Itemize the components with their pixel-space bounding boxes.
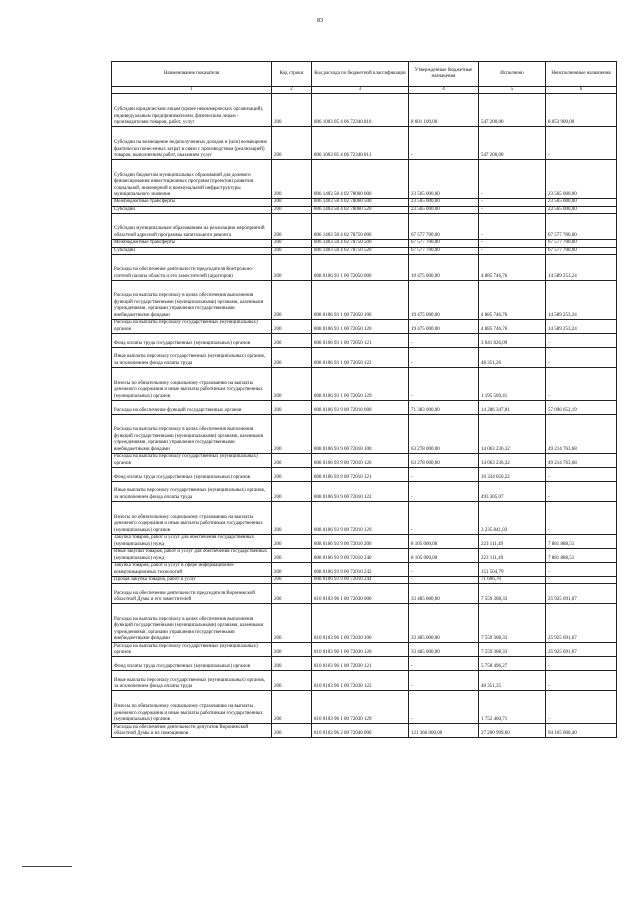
row-executed: 5 758 496,27 bbox=[479, 657, 546, 671]
row-executed: - bbox=[479, 214, 546, 240]
row-remaining: - bbox=[546, 348, 617, 368]
row-line-code: 200 bbox=[272, 415, 312, 454]
row-approved: 19 475 000,00 bbox=[409, 320, 479, 334]
row-line-code: 200 bbox=[272, 563, 312, 577]
table-row bbox=[112, 240, 617, 247]
row-executed: - bbox=[479, 199, 546, 206]
row-budget-code: 808 0106 93 9 00 72010 242 bbox=[312, 563, 409, 577]
row-name: Расходы на обеспечение деятельности депутатов Воронежской областной Думы и их помощников bbox=[112, 724, 272, 738]
table-row bbox=[112, 577, 617, 584]
table-row bbox=[112, 127, 617, 160]
row-name: Расходы на выплаты персоналу в целях обеспечения выполнения функций государственными (муниципальными) органами, казенными учреждениями, органами управления государственными внебюджетными фондами bbox=[112, 415, 272, 454]
table-row bbox=[112, 214, 617, 240]
row-name: Иные выплаты персоналу государственных (муниципальных) органов, за исключением фонда оплаты труда bbox=[112, 671, 272, 691]
row-approved: 8 601 100,00 bbox=[409, 94, 479, 127]
table-row bbox=[112, 502, 617, 535]
row-line-code: 200 bbox=[272, 584, 312, 604]
row-budget-code: 808 0106 93 9 00 72010 100 bbox=[312, 415, 409, 454]
row-approved: 19 475 000,00 bbox=[409, 255, 479, 281]
row-executed: 547 200,00 bbox=[479, 127, 546, 160]
row-executed: 14 063 236,32 bbox=[479, 415, 546, 454]
row-executed: 7 559 308,33 bbox=[479, 604, 546, 643]
row-budget-code: 806 1403 58 4 02 78060 500 bbox=[312, 199, 409, 206]
table-row bbox=[112, 160, 617, 199]
table-row bbox=[112, 206, 617, 213]
row-name: Иные закупки товаров, работ и услуг для обеспечения государственных (муниципальных) нужд bbox=[112, 549, 272, 563]
row-approved: 67 577 700,00 bbox=[409, 247, 479, 254]
row-budget-code: 808 0106 93 1 00 72050 121 bbox=[312, 334, 409, 348]
row-name: Иные выплаты персоналу государственных (муниципальных) органов, за исключением фонда оплаты труда bbox=[112, 348, 272, 368]
row-approved: - bbox=[409, 691, 479, 724]
row-name: Прочая закупка товаров, работ и услуг bbox=[112, 577, 272, 584]
row-remaining: 67 577 700,00 bbox=[546, 247, 617, 254]
row-approved: - bbox=[409, 577, 479, 584]
row-budget-code: 810 0103 96 1 00 72030 000 bbox=[312, 584, 409, 604]
row-remaining: - bbox=[546, 127, 617, 160]
row-budget-code: 806 1403 58 4 02 78060 000 bbox=[312, 160, 409, 199]
row-executed: 71 606,70 bbox=[479, 577, 546, 584]
row-approved: 121 366 000,00 bbox=[409, 724, 479, 738]
row-approved: 23 565 000,00 bbox=[409, 160, 479, 199]
row-name: Расходы на обеспечение функций государственных органов bbox=[112, 401, 272, 415]
row-approved: - bbox=[409, 348, 479, 368]
row-name: Закупка товаров, работ и услуг для обеспечения государственных (муниципальных) нужд bbox=[112, 535, 272, 549]
row-name: Расходы на выплаты персоналу государственных (муниципальных) органов bbox=[112, 643, 272, 657]
row-approved: 19 475 000,00 bbox=[409, 281, 479, 320]
row-budget-code: 810 0103 96 1 00 72030 122 bbox=[312, 671, 409, 691]
row-remaining: - bbox=[546, 691, 617, 724]
row-line-code: 200 bbox=[272, 214, 312, 240]
row-name: Расходы на выплаты персоналу в целях обеспечения выполнения функций государственными (муниципальными) органами, казенными учреждениями, органами управления государственными внебюджетными фондами bbox=[112, 281, 272, 320]
row-executed: 3 641 826,09 bbox=[479, 334, 546, 348]
row-approved: 67 577 700,00 bbox=[409, 214, 479, 240]
table-row bbox=[112, 691, 617, 724]
row-budget-code: 810 0103 96 1 00 72030 100 bbox=[312, 604, 409, 643]
row-name: Фонд оплаты труда государственных (муниципальных) органов bbox=[112, 657, 272, 671]
row-executed: 547 200,00 bbox=[479, 94, 546, 127]
row-line-code: 200 bbox=[272, 320, 312, 334]
row-remaining: 23 565 000,00 bbox=[546, 160, 617, 199]
table-row bbox=[112, 482, 617, 502]
row-executed: - bbox=[479, 160, 546, 199]
row-approved: 33 485 000,00 bbox=[409, 584, 479, 604]
row-name: Взносы по обязательному социальному страхованию на выплаты денежного содержания и иные выплаты работникам государственных (муниципальных) органов bbox=[112, 691, 272, 724]
row-executed: 7 559 308,33 bbox=[479, 643, 546, 657]
column-number: 1 bbox=[112, 87, 272, 94]
row-name: Межбюджетные трансферты bbox=[112, 240, 272, 247]
row-name: Фонд оплаты труда государственных (муниципальных) органов bbox=[112, 334, 272, 348]
row-budget-code: 808 0106 93 9 00 72010 120 bbox=[312, 454, 409, 468]
row-budget-code: 810 0103 96 2 00 72040 000 bbox=[312, 724, 409, 738]
table-row bbox=[112, 368, 617, 401]
row-approved: - bbox=[409, 368, 479, 401]
row-name: Закупка товаров, работ и услуг в сфере информационно-коммуникационных технологий bbox=[112, 563, 272, 577]
table-row bbox=[112, 255, 617, 281]
row-approved: 33 485 000,00 bbox=[409, 604, 479, 643]
row-approved: 33 485 000,00 bbox=[409, 643, 479, 657]
row-line-code: 200 bbox=[272, 657, 312, 671]
table-row bbox=[112, 94, 617, 127]
row-approved: 8 105 000,00 bbox=[409, 549, 479, 563]
header-indicator-name: Наименование показателя bbox=[112, 62, 272, 87]
row-line-code: 200 bbox=[272, 643, 312, 657]
column-number: 5 bbox=[479, 87, 546, 94]
column-number: 3 bbox=[312, 87, 409, 94]
row-line-code: 200 bbox=[272, 127, 312, 160]
row-remaining: 25 925 691,67 bbox=[546, 604, 617, 643]
table-row bbox=[112, 535, 617, 549]
row-budget-code: 808 0106 93 1 00 72050 100 bbox=[312, 281, 409, 320]
row-remaining: 25 925 691,67 bbox=[546, 643, 617, 657]
row-budget-code: 806 1403 58 4 02 78750 000 bbox=[312, 214, 409, 240]
row-name: Субсидии бюджетам муниципальных образований для долевого финансирования инвестиционных программ (проектов) развития социальной, инженерной и коммунальной инфраструктуры муниципального значения bbox=[112, 160, 272, 199]
row-executed: 14 063 236,32 bbox=[479, 454, 546, 468]
row-name: Взносы по обязательному социальному страхованию на выплаты денежного содержания и иные выплаты работникам государственных (муниципальных) органов bbox=[112, 368, 272, 401]
row-approved: 67 577 700,00 bbox=[409, 240, 479, 247]
table-row bbox=[112, 320, 617, 334]
row-line-code: 200 bbox=[272, 502, 312, 535]
row-name: Субсидии bbox=[112, 247, 272, 254]
row-approved: 63 278 000,00 bbox=[409, 415, 479, 454]
row-approved: 8 105 000,00 bbox=[409, 535, 479, 549]
table-row bbox=[112, 281, 617, 320]
row-line-code: 200 bbox=[272, 535, 312, 549]
row-line-code: 200 bbox=[272, 577, 312, 584]
row-line-code: 200 bbox=[272, 549, 312, 563]
table-row bbox=[112, 454, 617, 468]
row-executed: - bbox=[479, 206, 546, 213]
row-remaining: - bbox=[546, 368, 617, 401]
row-budget-code: 808 0106 93 9 00 72010 000 bbox=[312, 401, 409, 415]
row-budget-code: 808 0106 93 1 00 72050 000 bbox=[312, 255, 409, 281]
row-budget-code: 806 1003 05 4 06 72340 810 bbox=[312, 94, 409, 127]
row-budget-code: 808 0106 93 9 00 72010 121 bbox=[312, 468, 409, 482]
table-row bbox=[112, 348, 617, 368]
row-approved: 71 383 000,00 bbox=[409, 401, 479, 415]
header-row bbox=[112, 62, 617, 87]
row-approved: - bbox=[409, 482, 479, 502]
header-remaining: Неисполненные назначения bbox=[546, 62, 617, 87]
row-approved: - bbox=[409, 671, 479, 691]
row-remaining: - bbox=[546, 502, 617, 535]
row-approved: - bbox=[409, 127, 479, 160]
row-executed: 10 334 050,22 bbox=[479, 468, 546, 482]
row-executed: 48 351,26 bbox=[479, 348, 546, 368]
row-approved: - bbox=[409, 563, 479, 577]
row-name: Взносы по обязательному социальному страхованию на выплаты денежного содержания и иные выплаты работникам государственных (муниципальных) органов bbox=[112, 502, 272, 535]
row-executed: 4 885 746,76 bbox=[479, 320, 546, 334]
table-body bbox=[112, 94, 617, 738]
row-approved: - bbox=[409, 468, 479, 482]
row-remaining: 8 053 900,00 bbox=[546, 94, 617, 127]
row-executed: 3 235 841,03 bbox=[479, 502, 546, 535]
row-remaining: 7 881 888,51 bbox=[546, 549, 617, 563]
row-executed: 7 559 308,33 bbox=[479, 584, 546, 604]
row-approved: 23 565 000,00 bbox=[409, 199, 479, 206]
row-executed: 493 305,07 bbox=[479, 482, 546, 502]
row-line-code: 200 bbox=[272, 348, 312, 368]
table-row bbox=[112, 584, 617, 604]
row-remaining: 7 881 888,51 bbox=[546, 535, 617, 549]
column-number-row bbox=[112, 87, 617, 94]
row-name: Расходы на обеспечение деятельности председателя Воронежской областной Думы и его заместителей bbox=[112, 584, 272, 604]
row-approved: - bbox=[409, 502, 479, 535]
row-remaining: - bbox=[546, 577, 617, 584]
row-remaining: 49 214 763,68 bbox=[546, 415, 617, 454]
row-remaining: - bbox=[546, 657, 617, 671]
row-executed: - bbox=[479, 247, 546, 254]
row-line-code: 200 bbox=[272, 160, 312, 199]
table-row bbox=[112, 549, 617, 563]
row-remaining: 14 589 253,24 bbox=[546, 320, 617, 334]
table-row bbox=[112, 247, 617, 254]
row-line-code: 200 bbox=[272, 94, 312, 127]
row-line-code: 200 bbox=[272, 281, 312, 320]
row-line-code: 200 bbox=[272, 240, 312, 247]
header-approved: Утвержденные бюджетные назначения bbox=[409, 62, 479, 87]
row-budget-code: 810 0103 96 1 00 72030 120 bbox=[312, 643, 409, 657]
row-budget-code: 808 0106 93 1 00 72050 122 bbox=[312, 348, 409, 368]
row-name: Расходы на выплаты персоналу в целях обеспечения выполнения функций государственными (муниципальными) органами, казенными учреждениями, органами управления государственными внебюджетными фондами bbox=[112, 604, 272, 643]
row-line-code: 200 bbox=[272, 334, 312, 348]
row-remaining: - bbox=[546, 468, 617, 482]
row-remaining: 25 925 691,67 bbox=[546, 584, 617, 604]
row-name: Расходы на обеспечение деятельности председателя Контрольно-счетной палаты области и его заместителей (аудиторов) bbox=[112, 255, 272, 281]
row-line-code: 200 bbox=[272, 368, 312, 401]
row-executed: 223 111,49 bbox=[479, 549, 546, 563]
row-line-code: 200 bbox=[272, 199, 312, 206]
table-row bbox=[112, 604, 617, 643]
row-remaining: 94 165 000,40 bbox=[546, 724, 617, 738]
row-budget-code: 808 0106 93 1 00 72050 120 bbox=[312, 320, 409, 334]
footer-divider bbox=[22, 866, 72, 867]
row-name: Межбюджетные трансферты bbox=[112, 199, 272, 206]
row-line-code: 200 bbox=[272, 468, 312, 482]
row-budget-code: 808 0106 93 1 00 72050 129 bbox=[312, 368, 409, 401]
row-line-code: 200 bbox=[272, 604, 312, 643]
row-name: Иные выплаты персоналу государственных (муниципальных) органов, за исключением фонда оплаты труда bbox=[112, 482, 272, 502]
column-number: 4 bbox=[409, 87, 479, 94]
row-line-code: 200 bbox=[272, 691, 312, 724]
row-line-code: 200 bbox=[272, 724, 312, 738]
row-approved: - bbox=[409, 334, 479, 348]
row-approved: - bbox=[409, 657, 479, 671]
row-budget-code: 806 1403 58 4 02 78750 520 bbox=[312, 247, 409, 254]
row-name: Расходы на выплаты персоналу государственных (муниципальных) органов bbox=[112, 454, 272, 468]
row-remaining: - bbox=[546, 334, 617, 348]
row-name: Расходы на выплаты персоналу государственных (муниципальных) органов bbox=[112, 320, 272, 334]
row-remaining: - bbox=[546, 482, 617, 502]
row-remaining: 14 589 253,24 bbox=[546, 255, 617, 281]
row-name: Субсидии муниципальным образованиям на реализацию мероприятий областной адресной программы капитального ремонта bbox=[112, 214, 272, 240]
row-name: Фонд оплаты труда государственных (муниципальных) органов bbox=[112, 468, 272, 482]
row-remaining: 14 589 253,24 bbox=[546, 281, 617, 320]
row-line-code: 200 bbox=[272, 255, 312, 281]
row-budget-code: 808 0106 93 9 00 72010 244 bbox=[312, 577, 409, 584]
row-remaining: 67 577 700,00 bbox=[546, 240, 617, 247]
row-budget-code: 806 1403 58 4 02 78060 520 bbox=[312, 206, 409, 213]
table-row bbox=[112, 468, 617, 482]
row-name: Субсидии bbox=[112, 206, 272, 213]
row-remaining: - bbox=[546, 671, 617, 691]
row-approved: 63 278 000,00 bbox=[409, 454, 479, 468]
table-row bbox=[112, 657, 617, 671]
table-row bbox=[112, 401, 617, 415]
row-executed: 4 885 746,76 bbox=[479, 255, 546, 281]
row-executed: 48 351,35 bbox=[479, 671, 546, 691]
row-budget-code: 810 0103 96 1 00 72030 121 bbox=[312, 657, 409, 671]
page-number: 83 bbox=[317, 18, 323, 24]
row-executed: 151 504,79 bbox=[479, 563, 546, 577]
table-row bbox=[112, 563, 617, 577]
row-line-code: 200 bbox=[272, 454, 312, 468]
row-executed: 14 286 347,81 bbox=[479, 401, 546, 415]
row-executed: - bbox=[479, 240, 546, 247]
row-approved: 23 565 000,00 bbox=[409, 206, 479, 213]
row-line-code: 200 bbox=[272, 247, 312, 254]
row-executed: 1 195 569,41 bbox=[479, 368, 546, 401]
header-executed: Исполнено bbox=[479, 62, 546, 87]
header-line-code: Код строки bbox=[272, 62, 312, 87]
row-remaining: 23 565 000,00 bbox=[546, 199, 617, 206]
row-budget-code: 808 0106 93 9 00 72010 129 bbox=[312, 502, 409, 535]
table-row bbox=[112, 643, 617, 657]
table-row bbox=[112, 334, 617, 348]
row-executed: 1 752 460,71 bbox=[479, 691, 546, 724]
column-number: 2 bbox=[272, 87, 312, 94]
row-executed: 4 885 746,76 bbox=[479, 281, 546, 320]
row-remaining: 67 577 700,00 bbox=[546, 214, 617, 240]
row-line-code: 200 bbox=[272, 482, 312, 502]
row-line-code: 200 bbox=[272, 401, 312, 415]
row-budget-code: 808 0106 93 9 00 72010 240 bbox=[312, 549, 409, 563]
header-budget-code: Код расхода по бюджетной классификации bbox=[312, 62, 409, 87]
row-line-code: 200 bbox=[272, 206, 312, 213]
row-remaining: 57 096 652,19 bbox=[546, 401, 617, 415]
row-name: Субсидии юридическим лицам (кроме некоммерческих организаций), индивидуальным предпринимателям, физическим лицам - производителям товаров, работ, услуг bbox=[112, 94, 272, 127]
row-budget-code: 810 0103 96 1 00 72030 129 bbox=[312, 691, 409, 724]
row-budget-code: 806 1003 05 4 06 72340 811 bbox=[312, 127, 409, 160]
row-remaining: 23 565 000,00 bbox=[546, 206, 617, 213]
row-line-code: 200 bbox=[272, 671, 312, 691]
row-budget-code: 806 1403 58 4 02 78750 500 bbox=[312, 240, 409, 247]
row-remaining: - bbox=[546, 563, 617, 577]
row-budget-code: 808 0106 93 9 00 72010 122 bbox=[312, 482, 409, 502]
row-executed: 223 111,49 bbox=[479, 535, 546, 549]
table-row bbox=[112, 671, 617, 691]
row-executed: 27 200 999,60 bbox=[479, 724, 546, 738]
column-number: 6 bbox=[546, 87, 617, 94]
table-row bbox=[112, 415, 617, 454]
row-budget-code: 808 0106 93 9 00 72010 200 bbox=[312, 535, 409, 549]
row-remaining: 49 214 763,68 bbox=[546, 454, 617, 468]
row-name: Субсидии на возмещение недополученных доходов и (или) возмещение фактически понесенных затрат в связи с производством (реализацией) товаров, выполнением работ, оказанием услуг bbox=[112, 127, 272, 160]
table-row bbox=[112, 724, 617, 738]
table-row bbox=[112, 199, 617, 206]
budget-execution-table bbox=[111, 61, 617, 738]
